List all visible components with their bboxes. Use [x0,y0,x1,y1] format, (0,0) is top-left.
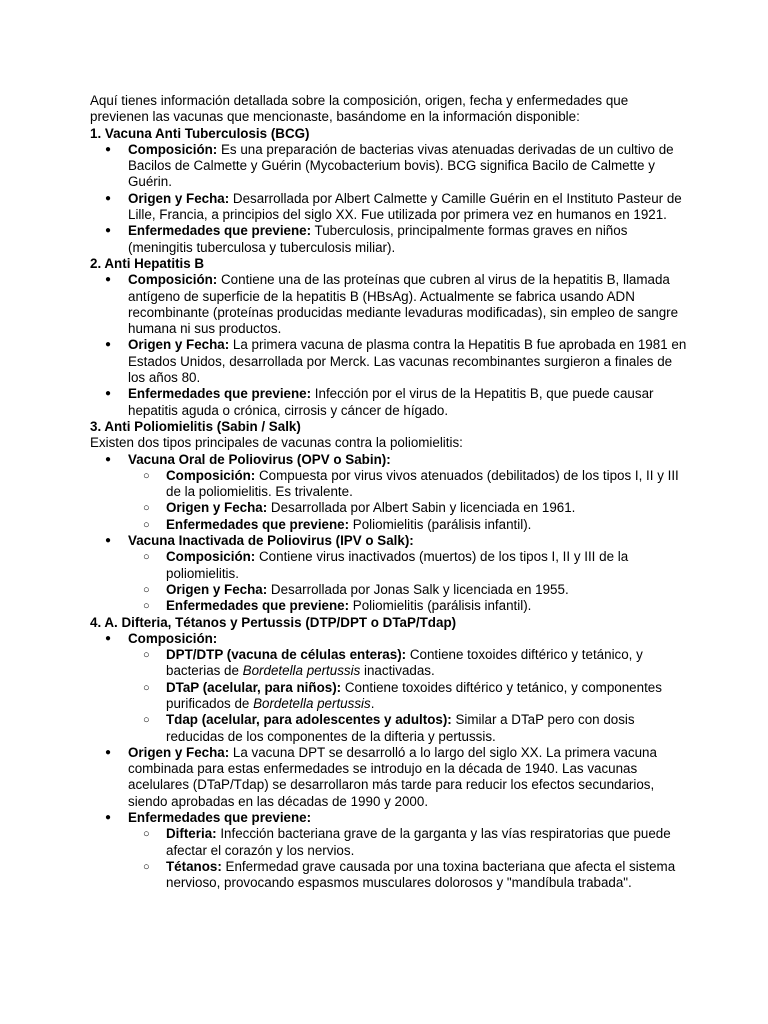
section-1-list [90,142,688,256]
list-item: ● Composición: Contiene una de las proteínas que cubren al virus de la hepatitis B, llamada antígeno de superficie de la hepatitis B (HBsAg). Actualmente se fabrica usando ADN recombinante (proteínas producidas mediante levaduras modificadas), sin empleo de sangre humana ni sus productos. [90,272,688,337]
sublist-item: ○ Composición: Contiene virus inactivados (muertos) de los tipos I, II y III de la poliomielitis. [128,549,688,582]
section-3-intro: Existen dos tipos principales de vacunas contra la poliomielitis: [90,435,463,451]
list-item: ● Enfermedades que previene: Infección por el virus de la Hepatitis B, que puede causar hepatitis aguda o crónica, cirrosis y cáncer de hígado. [90,386,688,419]
list-item: ● Vacuna Inactivada de Poliovirus (IPV o Salk): ○ Composición: Contiene virus inactivados (muertos) de los tipos I, II y III de la poliomielitis. ○ Origen y Fecha: Desarrollada por Jonas Salk y licenciada en 1955. ○ Enfermedades que previene: Poliomielitis (parálisis infantil). [90,533,688,614]
section-3-heading: 3. Anti Poliomielitis (Sabin / Salk) [90,418,301,434]
diseases-sublist [128,826,688,891]
section-2-heading: 2. Anti Hepatitis B [90,255,205,271]
intro-paragraph: Aquí tienes información detallada sobre la composición, origen, fecha y enfermedades que previenen las vacunas que mencionaste, basándome en la información disponible: [90,93,629,125]
list-item: ● Origen y Fecha: La primera vacuna de plasma contra la Hepatitis B fue aprobada en 1981 en Estados Unidos, desarrollada por Merck. Las vacunas recombinantes surgieron a finales de los años 80. [90,337,688,386]
list-item: ● Origen y Fecha: Desarrollada por Albert Calmette y Camille Guérin en el Instituto Pasteur de Lille, Francia, a principios del siglo XX. Fue utilizada por primera vez en humanos en 1921. [90,191,688,224]
list-item: ● Vacuna Oral de Poliovirus (OPV o Sabin): ○ Composición: Compuesta por virus vivos atenuados (debilitados) de los tipos I, II y III de la poliomielitis. Es trivalente. ○ Origen y Fecha: Desarrollada por Albert Sabin y licenciada en 1961. ○ Enfermedades que previene: Poliomielitis (parálisis infantil). [90,452,688,533]
section-1-heading: 1. Vacuna Anti Tuberculosis (BCG) [90,125,310,141]
list-item: ● Composición: ○ DPT/DTP (vacuna de células enteras): Contiene toxoides diftérico y tetánico, y bacterias de Bordetella pertussis inactivadas. ○ DTaP (acelular, para niños): Contiene toxoides diftérico y tetánico, y componentes purificados de Bordetella pertussis. ○ Tdap (acelular, para adolescentes y adultos): Similar a DTaP pero con dosis reducidas de los componentes de la difteria y pertussis. [90,631,688,745]
sublist-item: ○ Origen y Fecha: Desarrollada por Jonas Salk y licenciada en 1955. [128,582,688,598]
sublist-item: ○ Enfermedades que previene: Poliomielitis (parálisis infantil). [128,598,688,614]
sublist-item: ○ DPT/DTP (vacuna de células enteras): Contiene toxoides diftérico y tetánico, y bacterias de Bordetella pertussis inactivadas. [128,647,688,680]
list-item: ● Composición: Es una preparación de bacterias vivas atenuadas derivadas de un cultivo de Bacilos de Calmette y Guérin (Mycobacterium bovis). BCG significa Bacilo de Calmette y Guérin. [90,142,688,191]
sublist-item: ○ Enfermedades que previene: Poliomielitis (parálisis infantil). [128,517,688,533]
section-4-list [90,631,688,892]
sublist-item: ○ Tétanos: Enfermedad grave causada por una toxina bacteriana que afecta el sistema nervioso, provocando espasmos musculares dolorosos y "mandíbula trabada". [128,859,688,892]
opv-sublist [128,468,688,533]
ipv-sublist [128,549,688,614]
sublist-item: ○ Origen y Fecha: Desarrollada por Albert Sabin y licenciada en 1961. [128,500,688,516]
sublist-item: ○ Tdap (acelular, para adolescentes y adultos): Similar a DTaP pero con dosis reducidas de los componentes de la difteria y pertussis. [128,712,688,745]
composition-sublist [128,647,688,745]
list-item: ● Enfermedades que previene: Tuberculosis, principalmente formas graves en niños (meningitis tuberculosa y tuberculosis miliar). [90,223,688,256]
section-4-heading: 4. A. Difteria, Tétanos y Pertussis (DTP/DPT o DTaP/Tdap) [90,614,457,630]
sublist-item: ○ Difteria: Infección bacteriana grave de la garganta y las vías respiratorias que puede afectar el corazón y los nervios. [128,826,688,859]
sublist-item: ○ DTaP (acelular, para niños): Contiene toxoides diftérico y tetánico, y componentes purificados de Bordetella pertussis. [128,680,688,713]
list-item: ● Origen y Fecha: La vacuna DPT se desarrolló a lo largo del siglo XX. La primera vacuna combinada para estas enfermedades se introdujo en la década de 1940. Las vacunas acelulares (DTaP/Tdap) se desarrollaron más tarde para reducir los efectos secundarios, siendo aprobadas en las décadas de 1990 y 2000. [90,745,688,810]
sublist-item: ○ Composición: Compuesta por virus vivos atenuados (debilitados) de los tipos I, II y III de la poliomielitis. Es trivalente. [128,468,688,501]
section-2-list [90,272,688,419]
section-3-list [90,452,688,615]
list-item: ● Enfermedades que previene: ○ Difteria: Infección bacteriana grave de la garganta y las vías respiratorias que puede afectar el corazón y los nervios. ○ Tétanos: Enfermedad grave causada por una toxina bacteriana que afecta el sistema nervioso, provocando espasmos musculares dolorosos y "mandíbula trabada". [90,810,688,891]
